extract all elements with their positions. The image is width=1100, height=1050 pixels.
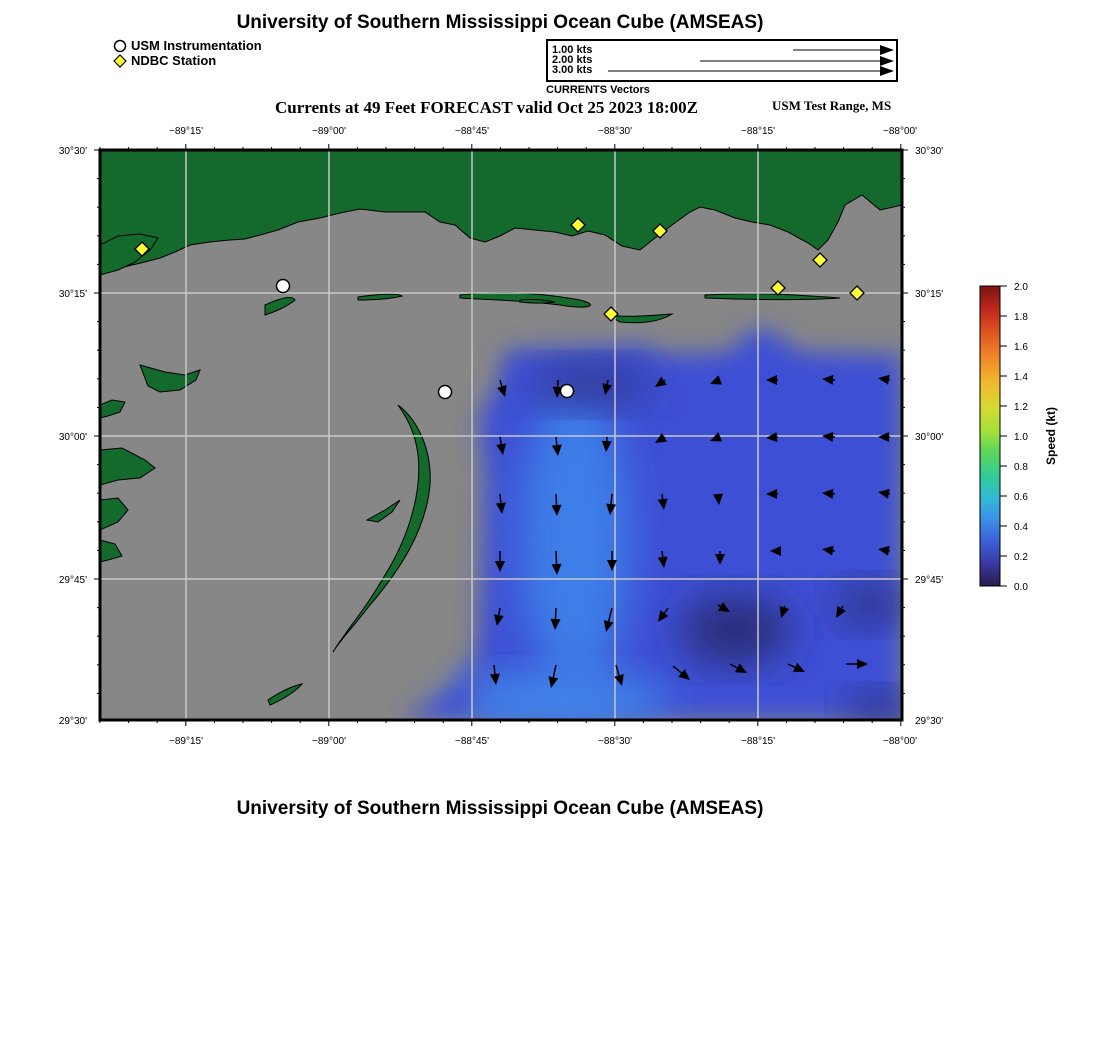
colorbar-tick-label: 0.4 [1014,522,1028,533]
map-title: University of Southern Mississippi Ocean Cube (AMSEAS) [236,12,764,33]
colorbar-tick-label: 0.6 [1014,492,1028,503]
usm-instrument-marker [277,280,290,293]
current-vector-shaft [494,665,495,674]
lat-label-left: 30°15' [58,289,87,300]
lon-label-bottom: −88°30' [598,736,632,747]
colorbar-tick-label: 1.2 [1014,402,1028,413]
colorbar-tick-label: 1.6 [1014,342,1028,353]
lat-label-right: 30°30' [915,146,944,157]
usm-instrument-marker [439,386,452,399]
legend-usm-label: USM Instrumentation [131,38,262,53]
lat-label-left: 30°00' [58,432,87,443]
usm-instrument-marker [561,385,574,398]
vector-scale-caption: CURRENTS Vectors [546,84,650,96]
lon-label-top: −88°00' [883,126,917,137]
current-vector-shaft [556,494,557,505]
colorbar-tick-label: 2.0 [1014,282,1028,293]
lon-label-top: −88°15' [741,126,775,137]
lon-label-bottom: −88°45' [455,736,489,747]
vector-scale-row-1: 1.00 kts [552,44,593,56]
current-vector-shaft [662,494,663,499]
current-vector-shaft [784,606,785,608]
lat-label-right: 30°15' [915,289,944,300]
lon-label-bottom: −88°00' [883,736,917,747]
legend-ndbc-label: NDBC Station [131,53,217,68]
lon-label-top: −88°45' [455,126,489,137]
colorbar-tick-label: 0.2 [1014,552,1028,563]
colorbar-tick-label: 0.8 [1014,462,1028,473]
colorbar-scale [980,286,1000,586]
lon-label-bottom: −89°00' [312,736,346,747]
current-vector-shaft [611,494,612,504]
lon-label-top: −88°30' [598,126,632,137]
colorbar-tick-label: 1.8 [1014,312,1028,323]
lat-label-right: 29°45' [915,575,944,586]
vector-scale-row-3: 3.00 kts [552,64,593,76]
current-vector-shaft [555,608,556,619]
region-label: USM Test Range, MS [772,98,892,113]
current-vector-shaft [664,380,665,381]
current-vector-shaft [662,551,663,557]
footer-title: University of Southern Mississippi Ocean Cube (AMSEAS) [236,798,764,819]
current-vector-shaft [500,494,501,503]
lon-label-top: −89°00' [312,126,346,137]
lat-label-left: 29°45' [58,575,87,586]
lat-label-left: 29°30' [58,716,87,727]
lat-label-right: 30°00' [915,432,944,443]
vector-scale-row-2: 2.00 kts [552,54,593,66]
colorbar-tick-label: 1.0 [1014,432,1028,443]
colorbar [980,282,1058,593]
map-plot-area [100,150,915,728]
lon-label-bottom: −89°15' [169,736,203,747]
colorbar-label: Speed (kt) [1044,406,1058,466]
current-vector-shaft [607,380,608,384]
current-vector-shaft [556,551,557,564]
lon-label-top: −89°15' [169,126,203,137]
lon-label-bottom: −88°15' [741,736,775,747]
current-vector-shaft [556,437,557,445]
colorbar-tick-label: 1.4 [1014,372,1028,383]
lat-label-left: 30°30' [58,146,87,157]
colorbar-tick-label: 0.0 [1014,582,1028,593]
lat-label-right: 29°30' [915,716,944,727]
map-subtitle: Currents at 49 Feet FORECAST valid Oct 25 2023 18:00Z [275,98,698,117]
